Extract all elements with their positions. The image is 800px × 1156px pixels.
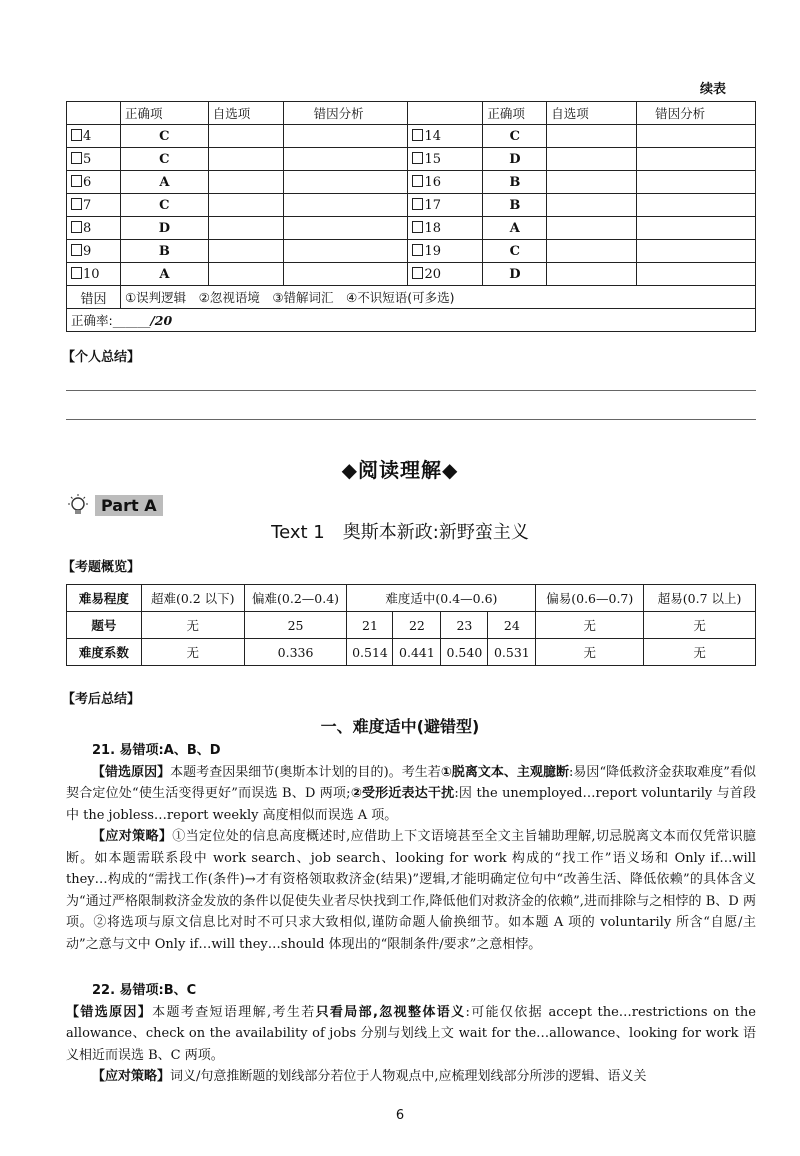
q22-reason: 【错选原因】本题考查短语理解,考生若只看局部,忽视整体语义:可能仅依据 accept the…restrictions on the allowance、check on the availability of jobs 分别与划线上文 wait for the…allowance、looking for work 语义相近而误选 B、C 两项。 [66, 1004, 756, 1063]
part-label: Part A [95, 495, 163, 516]
checkbox[interactable] [412, 152, 423, 164]
difficulty-table [66, 584, 756, 666]
table-row: 4 C 14 C [67, 125, 756, 148]
table-row: 5 C 15 D [67, 148, 756, 171]
post-summary-label: 【考后总结】 [62, 692, 141, 707]
overview-label: 【考题概览】 [62, 560, 141, 575]
checkbox[interactable] [71, 221, 82, 233]
text-title: Text 1 奥斯本新政:新野蛮主义 [271, 522, 529, 543]
cause-row: 错因 ①误判逻辑 ②忽视语境 ③错解词汇 ④不识短语(可多选) [67, 286, 756, 309]
section-heading: ◆阅读理解◆ [341, 458, 459, 482]
checkbox[interactable] [71, 129, 82, 141]
cause-options[interactable]: ①误判逻辑 ②忽视语境 ③错解词汇 ④不识短语(可多选) [120, 286, 755, 309]
q21-reason: 【错选原因】本题考查因果细节(奥斯本计划的目的)。考生若①脱离文本、主观臆断:易因“降低救济金获取难度”看似契合定位处“使生活变得更好”而误选 B、D 两项;②受形近表达干扰:因 the unemployed…report voluntarily 与首段中 the jobless…report weekly 高度相似而误选 A 项。 [66, 764, 756, 823]
checkbox[interactable] [412, 198, 423, 210]
checkbox[interactable] [71, 198, 82, 210]
page-number: 6 [395, 1108, 405, 1123]
table-row: 难易程度 超难(0.2 以下) 偏难(0.2—0.4) 难度适中(0.4—0.6) 偏易(0.6—0.7) 超易(0.7 以上) [67, 585, 756, 612]
checkbox[interactable] [412, 221, 423, 233]
table-row: 8 D 18 A [67, 217, 756, 240]
table-header-row: 正确项 自选项 错因分析 正确项 自选项 错因分析 [67, 102, 756, 125]
table-row: 10 A 20 D [67, 263, 756, 286]
q21-section [66, 740, 756, 955]
accuracy-blank[interactable]: ______ [112, 313, 151, 328]
table-row: 7 C 17 B [67, 194, 756, 217]
checkbox[interactable] [412, 244, 423, 256]
table-row: 9 B 19 C [67, 240, 756, 263]
q21-title: 21. 易错项:A、B、D [92, 743, 221, 758]
table-row: 题号 无 25 21 22 23 24 无 无 [67, 612, 756, 639]
table-row: 难度系数 无 0.336 0.514 0.441 0.540 0.531 无 无 [67, 639, 756, 666]
q22-section [66, 980, 756, 1088]
table-row: 6 A 16 B [67, 171, 756, 194]
checkbox[interactable] [71, 244, 82, 256]
checkbox[interactable] [71, 152, 82, 164]
checkbox[interactable] [412, 129, 423, 141]
q22-strategy: 【应对策略】词义/句意推断题的划线部分若位于人物观点中,应梳理划线部分所涉的逻辑、语义关 [92, 1069, 647, 1084]
q22-title: 22. 易错项:B、C [92, 983, 197, 998]
personal-summary-label: 【个人总结】 [62, 350, 141, 365]
q21-strategy: 【应对策略】①当定位处的信息高度概述时,应借助上下文语境甚至全文主旨辅助理解,切忌脱离文本而仅凭常识臆断。如本题需联系段中 work search、job search、looking for work 构成的“找工作”语义场和 Only if…will they…构成的“需找工作(条件)→才有资格领取救济金(结果)”逻辑,才能明确定位句中“改善生活、降低依赖”的具体含义为“通过严格限制救济金发放的条件以促使失业者尽快找到工作,降低他们对救济金的依赖”,进而排除与之相悖的 B、D 两项。②将选项与原文信息比对时不可只求大致相似,谨防命题人偷换细节。如本题 A 项的 voluntarily 所含“自愿/主动”之意与文中 Only if…will they…should 体现出的“限制条件/要求”之意相悖。 [66, 829, 756, 952]
error-analysis-table [66, 101, 756, 332]
writing-line[interactable] [66, 390, 756, 391]
checkbox[interactable] [71, 175, 82, 187]
checkbox[interactable] [412, 267, 423, 279]
writing-line[interactable] [66, 419, 756, 420]
subheading: 一、难度适中(避错型) [320, 717, 480, 736]
checkbox[interactable] [71, 267, 82, 279]
checkbox[interactable] [412, 175, 423, 187]
accuracy-row: 正确率:______/20 [67, 309, 756, 332]
continued-label: 续表 [700, 82, 727, 97]
